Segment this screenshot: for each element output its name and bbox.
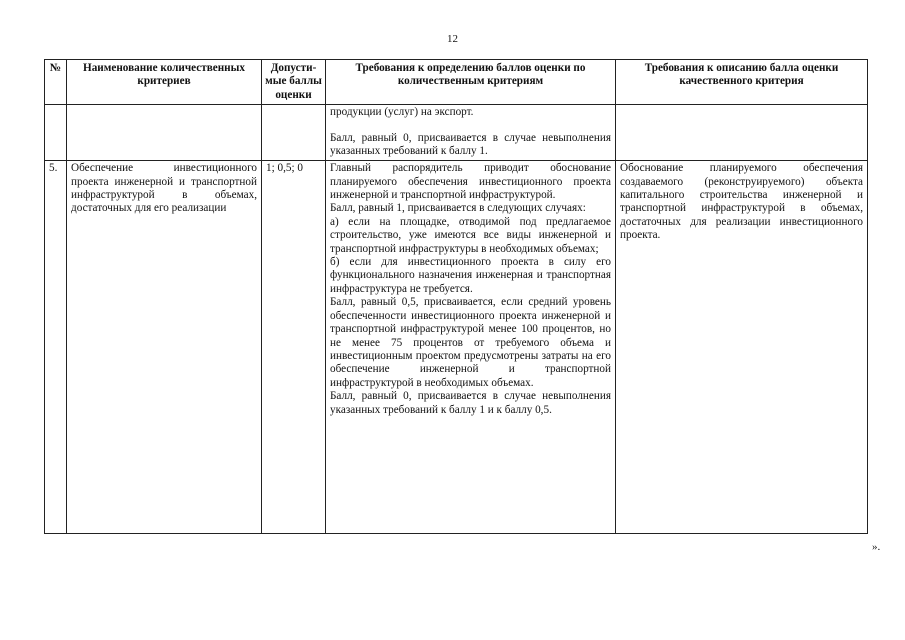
requirement-paragraph-4: б) если для инвестиционного проекта в силу его функционального назначения инженерная и транспортная инфраструктура не требуется. [330, 256, 611, 295]
requirement-paragraph-1: Главный распорядитель приводит обоснование планируемого обеспечения инвестиционного проекта инженерной и транспортной инфраструктурой. [330, 162, 611, 202]
row-number: 5. [45, 161, 67, 534]
header-allowed-points: Допусти-мые баллы оценки [262, 60, 326, 105]
criteria-name: Обеспечение инвестиционного проекта инженерной и транспортной инфраструктурой в объемах, достаточных для его реализации [71, 162, 257, 215]
requirement-paragraph-2: Балл, равный 1, присваивается в следующих случаях: [330, 202, 586, 215]
page-number: 12 [447, 33, 458, 45]
header-score-requirements: Требования к определению баллов оценки по количественным критериям [326, 60, 616, 105]
header-criteria-name: Наименование количественных критериев [67, 60, 262, 105]
table-header-row [45, 60, 868, 105]
description-requirements-cell [616, 161, 868, 534]
score-requirements-cell [326, 161, 616, 534]
cell-empty-num [45, 105, 67, 161]
cell-empty-points [262, 105, 326, 161]
description-text: Обоснование планируемого обеспечения создаваемого (реконструируемого) объекта капитального строительства инженерной и транспортной инфраструктурой в объемах, достаточных для реализации инвестиционного проекта. [620, 162, 863, 242]
continuation-text-1: продукции (услуг) на экспорт. [330, 106, 474, 119]
cell-empty-name [67, 105, 262, 161]
criteria-table [44, 59, 868, 534]
cell-empty-description [616, 105, 868, 161]
requirement-paragraph-6: Балл, равный 0, присваивается в случае невыполнения указанных требований к баллу 1 и к баллу 0,5. [330, 390, 611, 416]
header-description-requirements: Требования к описанию балла оценки качественного критерия [616, 60, 868, 105]
table-row-continuation [45, 105, 868, 161]
continuation-text-2: Балл, равный 0, присваивается в случае невыполнения указанных требований к баллу 1. [330, 131, 611, 158]
criteria-name-cell [67, 161, 262, 534]
requirement-paragraph-3: а) если на площадке, отводимой под предлагаемое строительство, уже имеются все виды инженерной и транспортной инфраструктуры в необходимых объемах; [330, 215, 611, 255]
closing-quote-mark: ». [872, 541, 881, 553]
table-row-5 [45, 161, 868, 534]
allowed-points: 1; 0,5; 0 [262, 161, 326, 534]
header-number: № [45, 60, 67, 105]
requirement-paragraph-5: Балл, равный 0,5, присваивается, если средний уровень обеспеченности инвестиционного проекта инженерной и транспортной инфраструктурой менее 100 процентов, но не менее 75 процентов от требуемого объема и инвестиционным проектом предусмотрены затраты на его обеспечение инженерной и транспортной инфраструктурой в необходимых объемах. [330, 296, 611, 389]
cell-continuation-requirements [326, 105, 616, 161]
